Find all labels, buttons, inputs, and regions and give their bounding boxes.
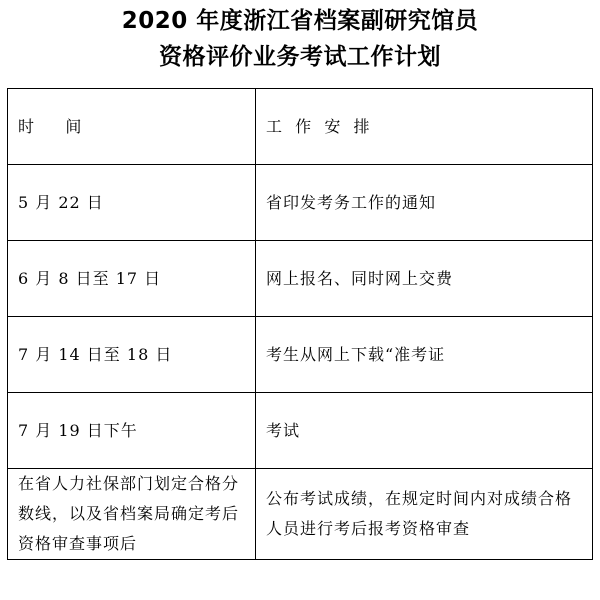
row-time: 5 月 22 日: [8, 165, 256, 241]
table-row: [8, 241, 593, 317]
row-arrangement: 考试: [256, 393, 593, 469]
schedule-table: [7, 88, 593, 560]
header-time: 时 间: [8, 89, 256, 165]
row-time: 在省人力社保部门划定合格分数线，以及省档案局确定考后资格审查事项后: [8, 469, 256, 560]
table-row: [8, 393, 593, 469]
document-title-line-2: 资格评价业务考试工作计划: [159, 44, 441, 70]
table-row: [8, 469, 593, 560]
table-row: [8, 165, 593, 241]
document-title-line-1: 2020 年度浙江省档案副研究馆员: [121, 8, 479, 34]
row-arrangement: 网上报名、同时网上交费: [256, 241, 593, 317]
row-arrangement: 考生从网上下载“准考证: [256, 317, 593, 393]
row-time: 6 月 8 日至 17 日: [8, 241, 256, 317]
row-arrangement: 省印发考务工作的通知: [256, 165, 593, 241]
table-header-row: [8, 89, 593, 165]
row-time: 7 月 14 日至 18 日: [8, 317, 256, 393]
header-arrangement: 工 作 安 排: [256, 89, 593, 165]
row-arrangement: 公布考试成绩，在规定时间内对成绩合格人员进行考后报考资格审查: [256, 469, 593, 560]
table-row: [8, 317, 593, 393]
row-time: 7 月 19 日下午: [8, 393, 256, 469]
